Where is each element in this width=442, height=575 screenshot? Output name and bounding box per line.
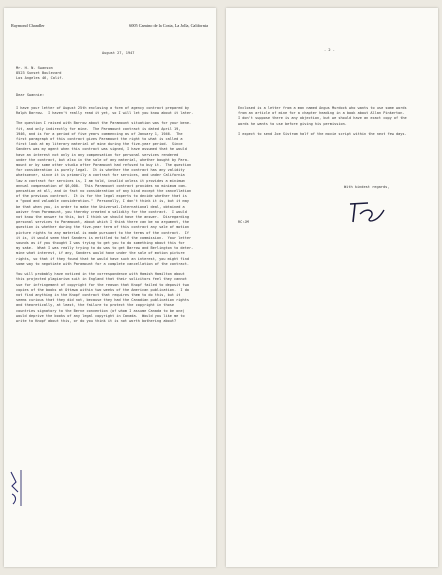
text-line: and theoretically, at least, the failure to protect the copyright in those xyxy=(16,303,175,308)
paragraph xyxy=(238,132,431,137)
text-line: pensation at all, and in fact no consideration of any kind except the cancellation xyxy=(16,189,192,194)
text-line: Enclosed is a letter from a man named Angus Murdock who wants to use some words xyxy=(238,106,407,110)
text-line: mine what interest, if any, Sanders would have under the sale of motion picture xyxy=(16,251,185,256)
text-line: would deprive the books of any legal copyright in Canada. Would you like me to xyxy=(16,313,185,318)
text-line: whatsoever, since it is primarily a contract for services, and under California xyxy=(16,173,185,178)
paragraph xyxy=(238,106,431,127)
text-line: The question I raised with Barrow about the Paramount situation was for your bene- xyxy=(16,121,192,126)
text-line: mount or by some other studio after Paramount had refused to buy it. The question xyxy=(16,163,192,168)
letter-page-2 xyxy=(226,8,438,567)
recipient-line: 8523 Sunset Boulevard xyxy=(16,71,62,76)
text-line: I expect to send Joe Sistrom half of the movie script within the next few days. xyxy=(238,131,407,136)
text-line: sue for infringement of copyright for the reason that Knopf failed to deposit two xyxy=(16,282,189,287)
text-line: words he wants to use before giving his permission. xyxy=(238,121,347,126)
text-line: a "good and valuable consideration." Personally, I don't think it is, but it may xyxy=(16,199,189,204)
letter-body-page-1 xyxy=(16,106,209,329)
text-line: Sanders was my agent when this contract was signed, I have assumed that he would xyxy=(16,147,187,152)
text-line: some way to negotiate with Paramount for a complete cancellation of the contract. xyxy=(16,261,189,266)
page-number: - 2 - xyxy=(324,48,335,52)
letter-date: August 27, 1947 xyxy=(102,51,135,55)
text-line: Ralph Barrow. I haven't really read it yet, so I will let you know about it later. xyxy=(16,111,194,116)
text-line: it is, it would seem that Sanders is entitled to half the commission. Your letter xyxy=(16,235,192,240)
text-line: seems curious that they did not, because they had the Canadian publication rights xyxy=(16,298,189,303)
text-line: not find anything in the Knopf contract that requires them to do this, but it xyxy=(16,292,181,297)
text-line: picture rights to any material is made pursuant to the terms of the contract. If xyxy=(16,230,189,235)
text-line: write to Knopf about this, or do you think it is not worth bothering about? xyxy=(16,318,177,323)
paragraph xyxy=(16,106,209,116)
text-line: fit, and only indirectly for mine. The Paramount contract is dated April 19, xyxy=(16,126,181,131)
text-line: copies of the books at Ottawa within two weeks of the American publication. I do xyxy=(16,287,189,292)
letterhead-name: Raymond Chandler xyxy=(11,23,45,28)
letter-page-1 xyxy=(4,8,216,567)
text-line: personal services to Paramount, about which I think there can be no argument, the xyxy=(16,220,189,225)
text-line: I have your letter of August 25th enclosing a form of agency contract prepared by xyxy=(16,106,189,110)
text-line: be that when you, in order to make the Universal-International deal, obtained a xyxy=(16,204,185,209)
typist-initials: RC:JM xyxy=(238,220,249,224)
text-line: waiver from Paramount, you thereby created a validity for the contract. I would xyxy=(16,209,187,214)
text-line: I don't suppose there is any objection, but we should have an exact copy of the xyxy=(238,116,407,121)
text-line: law a contract for services is, I am told, invalid unless it provides a minimum xyxy=(16,178,185,183)
text-line: first look at my literary material of mine during the five-year period. Since xyxy=(16,142,183,147)
paragraph xyxy=(16,272,209,324)
recipient-line: Los Angeles 46, Calif. xyxy=(16,76,64,81)
text-line: my sake. What I was really trying to do was to get Barrow and Berlington to deter- xyxy=(16,246,194,251)
text-line: for consideration is purely legal. It is whether the contract has any validity xyxy=(16,168,185,173)
letter-body-page-2 xyxy=(238,106,431,142)
text-line: sounds as if you thought I was trying to get you to do something about this for xyxy=(16,241,185,246)
text-line: question is whether during the five-year term of this contract any sale of motion xyxy=(16,225,189,230)
closing: With kindest regards, xyxy=(344,185,390,189)
text-line: You will probably have noticed in the correspondence with Hamish Hamilton about xyxy=(16,272,185,277)
text-line: annual compensation of $6,000. This Paramount contract provides no minimum com- xyxy=(16,183,187,188)
letterhead-address: 6005 Camino de la Costa, La Jolla, California xyxy=(129,23,208,28)
recipient-line: Mr. H. N. Swanson xyxy=(16,66,53,70)
paragraph xyxy=(16,121,209,267)
text-line: 1946, and is for a period of five years commencing as of January 1, 1946. The xyxy=(16,131,183,136)
handwritten-signature xyxy=(346,200,390,226)
handwritten-margin-mark xyxy=(8,468,26,508)
text-line: from an article of mine for a chapter heading in a book about Allan Pinkerton. xyxy=(238,111,405,116)
salutation: Dear Swannie: xyxy=(16,93,45,97)
text-line: countries signatory to the Berne convention (of whom I assume Canada to be one) xyxy=(16,308,185,313)
text-line: first paragraph of this contract gives Paramount the right to what is called a xyxy=(16,137,183,142)
text-line: have an interest not only in any compensation for personal services rendered xyxy=(16,152,179,157)
text-line: under the contract, but also in the sale of any material, whether bought by Para- xyxy=(16,157,189,162)
text-line: rights, so that if they found that he would have such an interest, you might find xyxy=(16,256,189,261)
text-line: this projected plagiarism suit in England that their solicitors feel they cannot xyxy=(16,277,187,282)
recipient-block xyxy=(16,66,64,82)
text-line: of the previous contract. It is for the legal experts to decide whether that is xyxy=(16,194,187,199)
text-line: not know the answer to this, but I think we should have the answer. Disregarding xyxy=(16,215,189,220)
